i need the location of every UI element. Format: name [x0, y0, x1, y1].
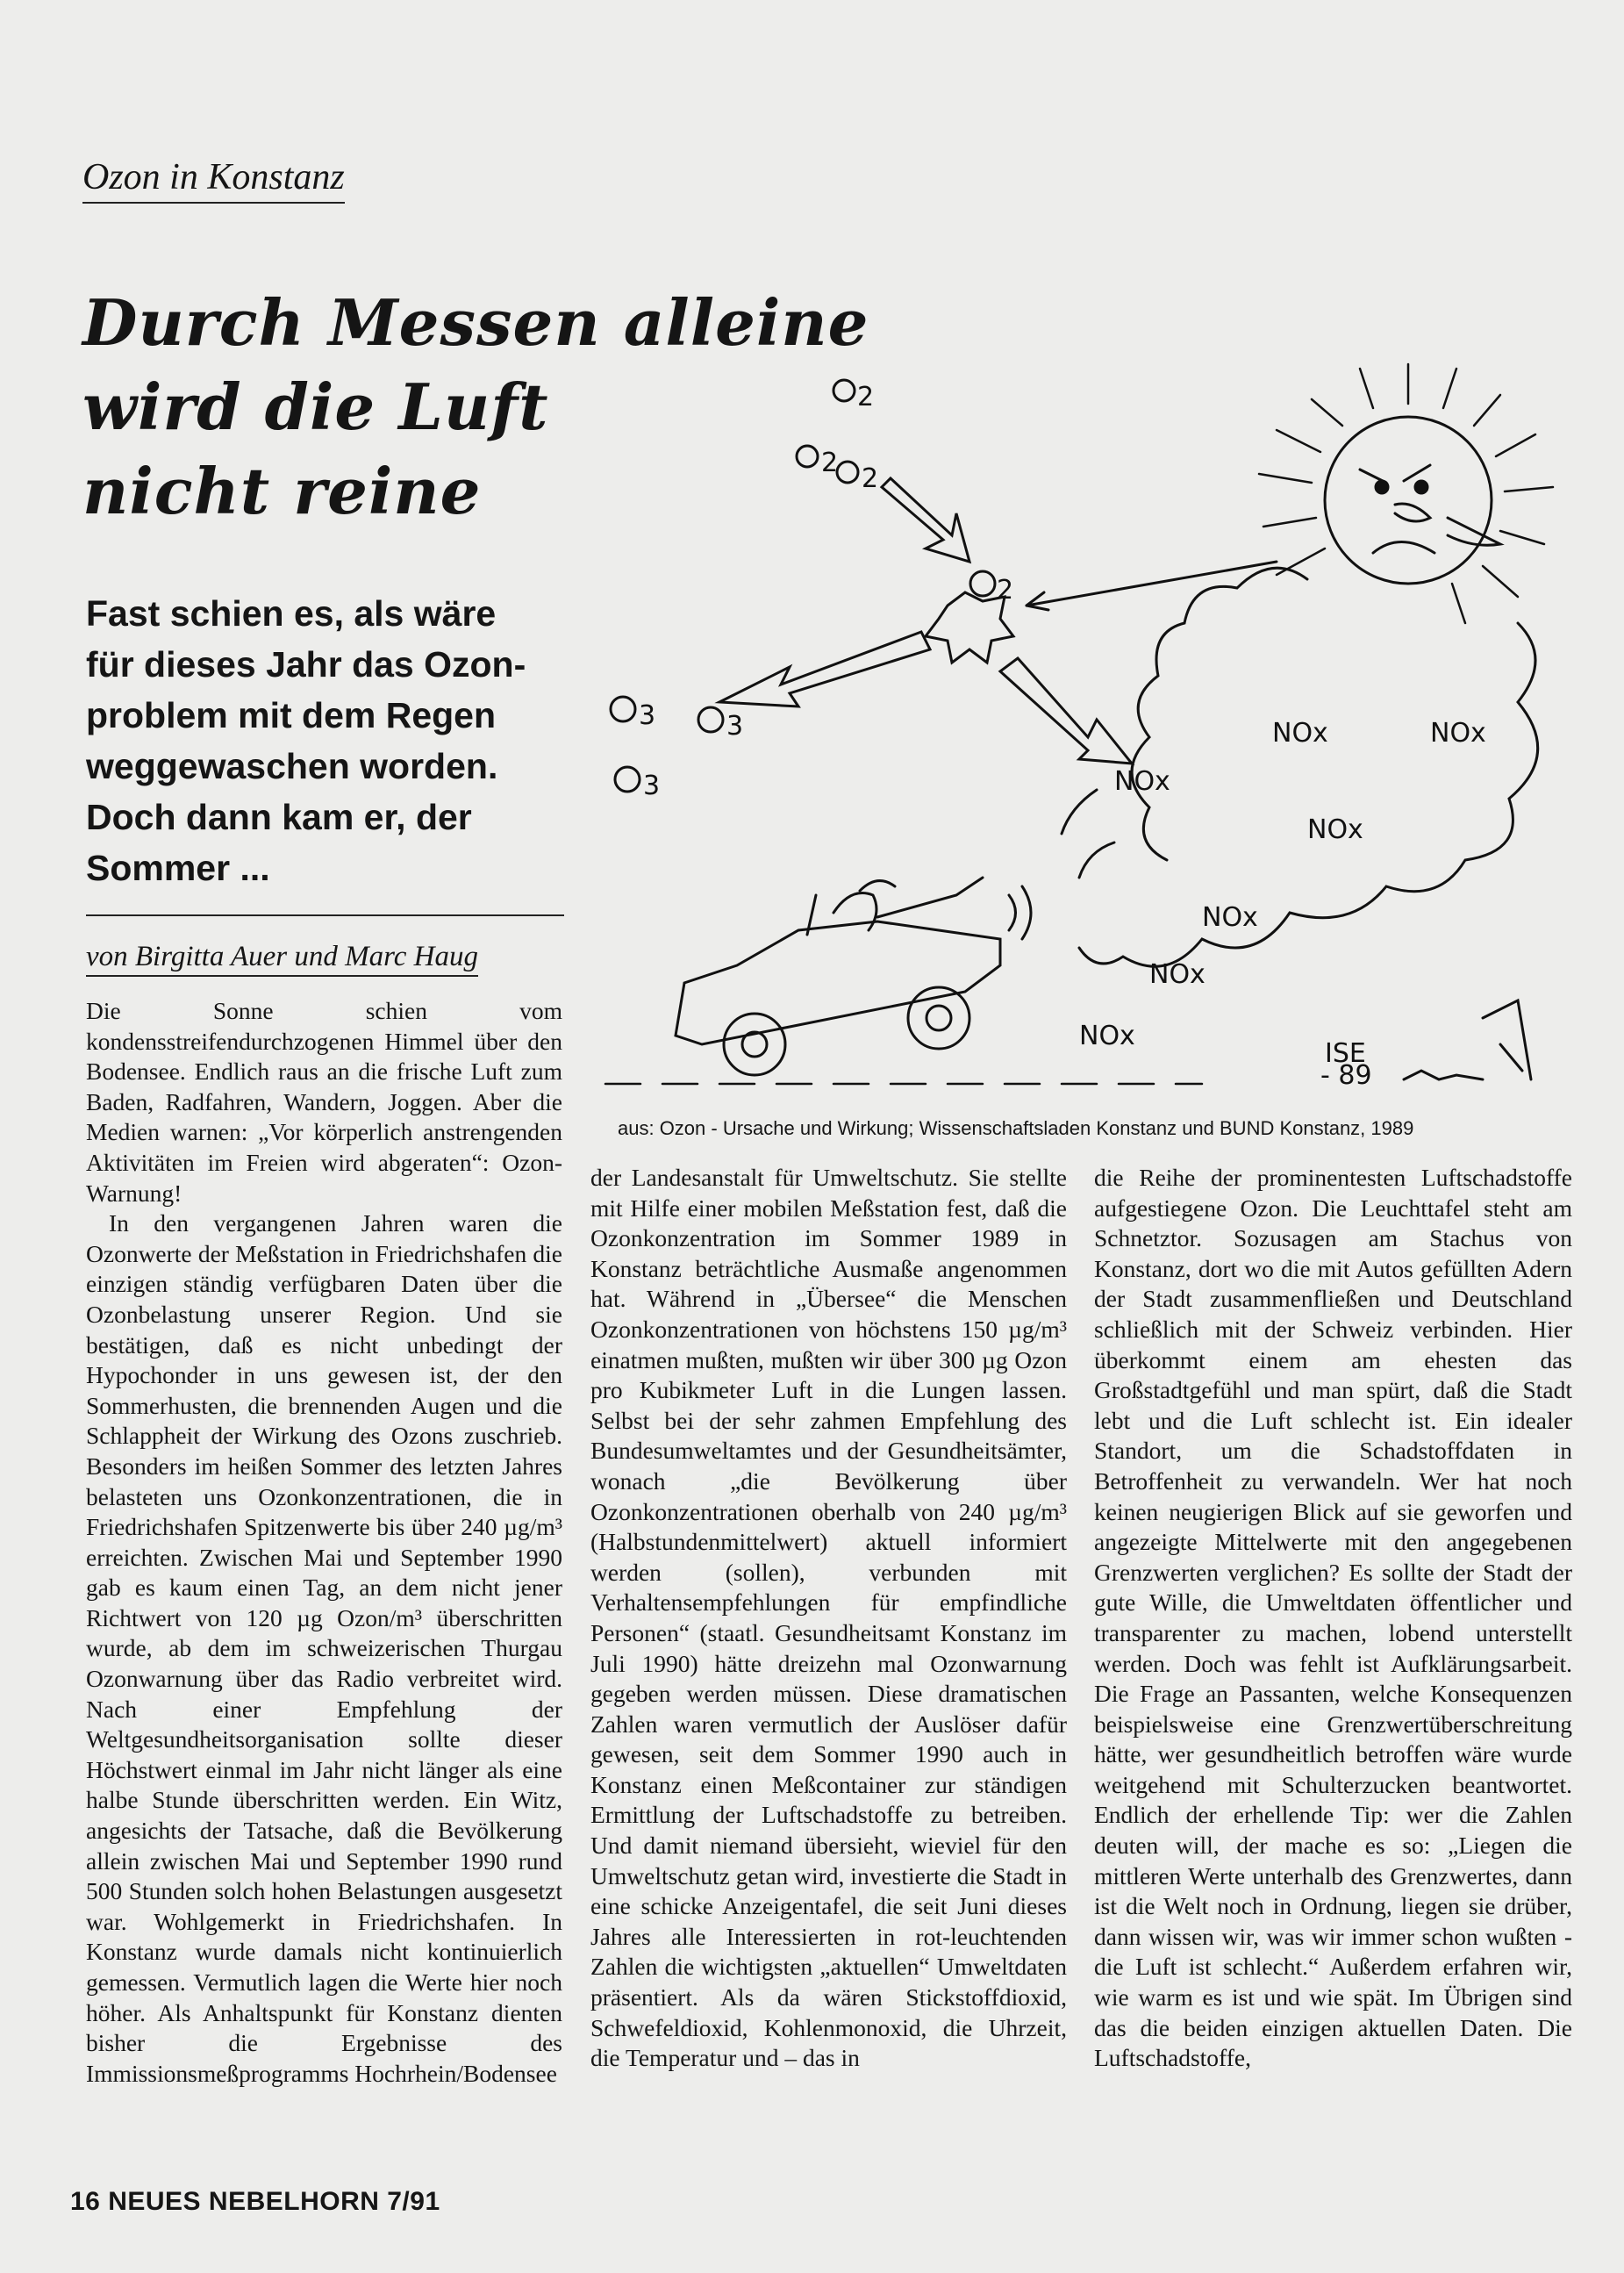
- headline-line: Durch Messen alleine: [82, 285, 869, 360]
- headline-line: wird die Luft: [82, 369, 549, 444]
- page-folio: 16 NEUES NEBELHORN 7/91: [70, 2187, 440, 2216]
- byline-authors: von Birgitta Auer und Marc Haug: [86, 941, 478, 977]
- body-paragraph: In den vergangenen Jahren waren die Ozonwerte der Meßstation in Friedrichshafen die einzigen ständig verfügbaren Daten über die Ozonbelastung unserer Region. Und sie bestätigen, daß es nicht unbedingt der Hypochonder in uns gewesen ist, der den Sommerhusten, die brennenden Augen und die Schlappheit der Wirkung des Ozons zuschrieb. Besonders im heißen Sommer des letzten Jahres belasteten uns Ozonkonzentrationen, die in Friedrichshafen Spitzenwerte bis über 240 µg/m³ erreichten. Zwischen Mai und September 1990 gab es kaum einen Tag, an dem nicht jener Richtwert von 120 µg Ozon/m³ überschritten wurde, ab dem im schweizerischen Thurgau Ozonwarnung über das Radio verbreitet wird. Nach einer Empfehlung der Weltgesundheitsorganisation sollte dieser Höchstwert einmal im Jahr nicht länger als eine halbe Stunde überschritten werden. Ein Witz, angesichts der Tatsache, daß die Bevölkerung allein zwischen Mai und September 1990 rund 500 Stunden solch hohen Belastungen ausgesetzt war. Wohlgemerkt in Friedrichshafen. In Konstanz wurde damals nicht kontinuierlich gemessen. Vermutlich lagen die Werte hier noch höher. Als Anhaltspunkt für Konstanz dienten bisher die Ergebnisse des Immissionsmeßprogramms Hochrhein/Bodensee: [86, 1209, 562, 2087]
- lead-line: Doch dann kam er, der: [86, 797, 472, 837]
- nox-label: NOx: [1079, 1021, 1135, 1051]
- o2-label: 2: [821, 448, 839, 478]
- artist-signature-year: - 89: [1320, 1060, 1372, 1091]
- convertible-car-drawing: [676, 878, 1031, 1075]
- headline-line: nicht reine: [82, 454, 482, 528]
- body-paragraph: der Landesanstalt für Umweltschutz. Sie stellte mit Hilfe einer mobilen Meßstation fest, daß die Ozonkonzentration im Sommer 1989 in Konstanz beträchtliche Ausmaße angenommen hat. Während in „Übersee“ die Menschen Ozonkonzentrationen von höchstens 150 µg/m³ einatmen mußten, mußten wir über 300 µg Ozon pro Kubikmeter Luft in die Lungen lassen. Selbst bei der sehr zahmen Empfehlung des Bundesumweltamtes und der Gesundheitsämter, wonach „die Bevölkerung über Ozonkonzentrationen oberhalb von 240 µg/m³ (Halbstundenmittelwert) aktuell informiert werden (sollen), verbunden mit Verhaltensempfehlungen für empfindliche Personen“ (staatl. Gesundheitsamt Konstanz im Juli 1990) hätte dreizehn mal Ozonwarnung gegeben werden müssen. Diese dramatischen Zahlen waren vermutlich der Auslöser dafür gewesen, seit dem Sommer 1990 auch in Konstanz einen Meßcontainer zur ständigen Ermittlung der Luftschadstoffe zu betreiben. Und damit niemand übersieht, wieviel für den Umweltschutz getan wird, investierte die Stadt in eine schicke Anzeigentafel, die seit Juni dieses Jahres alle Interessierten in rot-leuchtenden Zahlen die wichtigsten „aktuellen“ Umweltdaten präsentiert. Als da wären Stickstoffdioxid, Schwefeldioxid, Kohlenmonoxid, die Uhrzeit, die Temperatur und – das in: [590, 1164, 1067, 2072]
- nox-label: NOx: [1202, 902, 1258, 933]
- lead-line: weggewaschen worden.: [86, 746, 498, 786]
- lead-line: problem mit dem Regen: [86, 695, 497, 735]
- lead-paragraph: [86, 588, 595, 893]
- nox-label: NOx: [1149, 959, 1205, 990]
- article-column-2: [590, 1163, 1067, 2128]
- cartoon-illustration: [588, 351, 1588, 1106]
- o3-label: 3: [643, 771, 661, 801]
- article-column-3: [1094, 1163, 1572, 2128]
- angry-sun-drawing: [1259, 364, 1553, 623]
- road-line: [605, 1000, 1531, 1084]
- o2-label: 2: [862, 463, 879, 494]
- byline: [86, 914, 564, 977]
- reaction-arrows: [719, 478, 1277, 764]
- o3-label: 3: [726, 711, 744, 742]
- o2-label: 2: [857, 382, 875, 412]
- body-paragraph: Die Sonne schien vom kondensstreifendurchzogenen Himmel über den Bodensee. Endlich raus an die frische Luft zum Baden, Radfahren, Wandern, Joggen. Aber die Medien warnen: „Vor körperlich anstrengenden Aktivitäten im Freien wird abgeraten“: Ozon-Warnung!: [86, 997, 562, 1207]
- section-kicker: Ozon in Konstanz: [82, 156, 345, 204]
- o3-label: 3: [639, 700, 656, 731]
- nox-label: NOx: [1114, 766, 1170, 797]
- artist-signature: ISE: [1325, 1038, 1366, 1069]
- o2-label: 2: [997, 575, 1014, 606]
- article-column-1: [86, 996, 562, 2128]
- lead-line: für dieses Jahr das Ozon-: [86, 644, 526, 685]
- lead-line: Fast schien es, als wäre: [86, 593, 497, 634]
- nox-label: NOx: [1307, 814, 1363, 845]
- ozone-molecules: [611, 697, 743, 801]
- nox-label: NOx: [1430, 718, 1486, 749]
- illustration-caption: aus: Ozon - Ursache und Wirkung; Wissenschaftsladen Konstanz und BUND Konstanz, 1989: [618, 1117, 1414, 1139]
- nox-label: NOx: [1272, 718, 1328, 749]
- lead-line: Sommer ...: [86, 848, 270, 888]
- nox-labels: [1079, 718, 1486, 1051]
- body-paragraph: die Reihe der prominentesten Luftschadstoffe aufgestiegene Ozon. Die Leuchttafel steht am Schnetztor. Sozusagen am Stachus von Konstanz, dort wo die mit Autos gefüllten Adern der Stadt zusammenfließen und Deutschland schließlich mit der Schweiz verbinden. Hier überkommt einem am ehesten das Großstadtgefühl und man spürt, daß die Stadt lebt und die Luft schlecht ist. Ein idealer Standort, um die Schadstoffdaten in Betroffenheit zu verwandeln. Wer hat noch keinen neugierigen Blick auf sie geworfen und angezeigte Mittelwerte mit den angegebenen Grenzwerten verglichen? Es sollte der Stadt der gute Wille, die Umweltdaten öffentlicher und transparenter zu machen, lobend unterstellt werden. Doch was fehlt ist Aufklärungsarbeit. Die Frage an Passanten, welche Konsequenzen beispielsweise eine Grenzwertüberschreitung hätte, wer gesundheitlich betroffen wäre wurde weitgehend mit Schulterzucken beantwortet. Endlich der erhellende Tip: wer die Zahlen deuten will, der mache es so: „Liegen die mittleren Werte unterhalb des Grenzwertes, dann ist die Welt noch in Ordnung, liegen sie drüber, dann wissen wir, was wir immer schon wußten - die Luft ist schlecht.“ Außerdem erfahren wir, wie warm es ist und wie spät. Im Übrigen sind das die beiden einzigen aktuellen Daten. Die Luftschadstoffe,: [1094, 1164, 1572, 2072]
